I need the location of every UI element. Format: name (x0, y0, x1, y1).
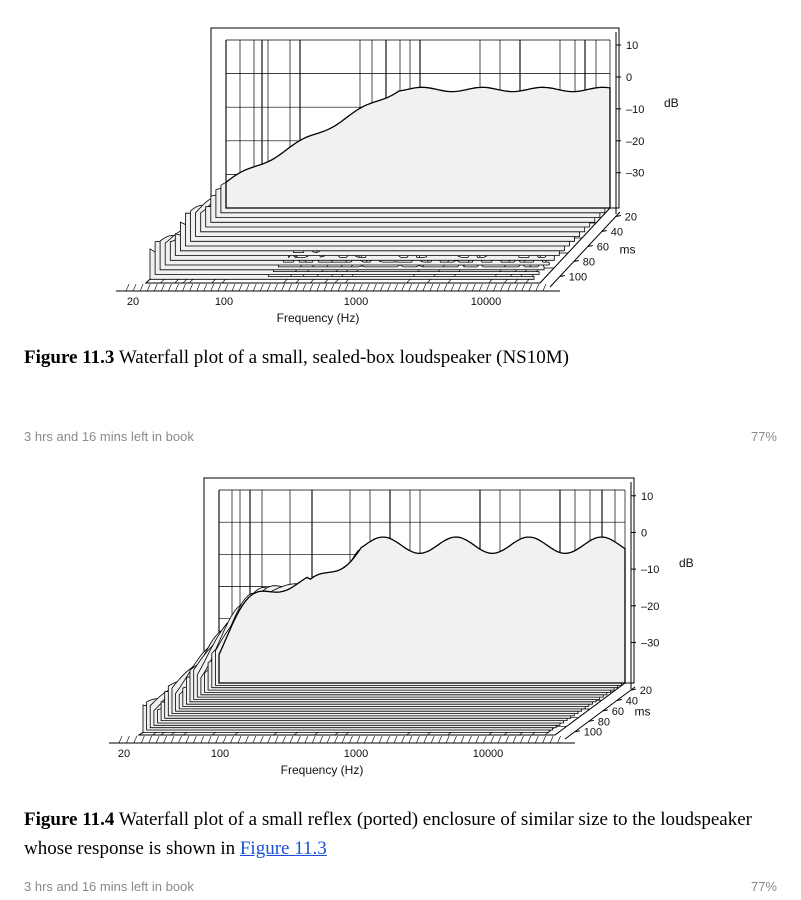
waterfall-slice (219, 537, 625, 683)
freq-minor-tick (305, 736, 308, 743)
freq-minor-tick (140, 284, 143, 291)
figure-11-3-link[interactable]: Figure 11.3 (239, 838, 327, 859)
db-tick-label: 0 (641, 527, 648, 540)
freq-minor-tick (133, 284, 136, 291)
waterfall-chart-11-4 (0, 468, 801, 793)
freq-minor-tick (342, 736, 345, 743)
ms-tick-label: 80 (582, 256, 596, 269)
freq-minor-tick (275, 736, 278, 743)
freq-minor-tick (372, 736, 375, 743)
caption-11-3 (24, 343, 779, 372)
freq-minor-tick (335, 736, 338, 743)
ms-tick-label: 80 (597, 716, 611, 729)
freq-minor-tick (558, 736, 561, 743)
freq-minor-tick (366, 284, 369, 291)
freq-minor-tick (387, 736, 390, 743)
ms-tick-label: 40 (610, 226, 624, 239)
freq-minor-tick (164, 736, 167, 743)
freq-minor-tick (380, 284, 383, 291)
freq-minor-tick (186, 736, 189, 743)
freq-minor-tick (458, 284, 461, 291)
freq-minor-tick (327, 736, 330, 743)
freq-minor-tick (239, 284, 242, 291)
freq-minor-tick (373, 284, 376, 291)
ms-tick-label: 60 (611, 705, 625, 718)
freq-minor-tick (352, 284, 355, 291)
percent-read: 77% (750, 879, 777, 894)
time-left-text: 3 hrs and 16 mins left in book (24, 429, 194, 444)
freq-minor-tick (260, 284, 263, 291)
caption-text: Waterfall plot of a small, sealed-box loudspeaker (NS10M) (114, 347, 569, 368)
caption-text: Waterfall plot of a small reflex (ported) enclosure of similar size to the loudspeaker whose response is shown in (24, 809, 752, 859)
freq-minor-tick (126, 284, 129, 291)
freq-minor-tick (513, 736, 516, 743)
waterfall-slice (226, 87, 610, 208)
freq-tick-label: 100 (210, 748, 230, 760)
freq-minor-tick (260, 736, 263, 743)
ms-tick-label: 20 (639, 685, 653, 698)
freq-axis-title: Frequency (Hz) (280, 763, 364, 777)
freq-minor-tick (423, 284, 426, 291)
freq-tick-label: 100 (214, 296, 234, 308)
figure-11-4 (0, 468, 801, 793)
db-tick-label: –20 (626, 135, 645, 148)
ms-tick-label: 100 (583, 726, 603, 739)
db-tick-label: 10 (626, 40, 639, 53)
freq-minor-tick (267, 284, 270, 291)
freq-minor-tick (349, 736, 352, 743)
freq-minor-tick (364, 736, 367, 743)
freq-minor-tick (289, 284, 292, 291)
freq-minor-tick (529, 284, 532, 291)
freq-minor-tick (317, 284, 320, 291)
freq-minor-tick (550, 736, 553, 743)
freq-minor-tick (283, 736, 286, 743)
freq-minor-tick (520, 736, 523, 743)
freq-minor-tick (479, 284, 482, 291)
freq-minor-tick (193, 736, 196, 743)
freq-axis-title: Frequency (Hz) (276, 311, 360, 325)
caption-label: Figure 11.3 (24, 347, 115, 368)
freq-minor-tick (409, 736, 412, 743)
freq-minor-tick (225, 284, 228, 291)
freq-minor-tick (501, 284, 504, 291)
freq-minor-tick (274, 284, 277, 291)
freq-minor-tick (506, 736, 509, 743)
db-tick-label: –30 (626, 167, 645, 180)
freq-minor-tick (218, 284, 221, 291)
freq-minor-tick (357, 736, 360, 743)
freq-tick-label: 10000 (472, 748, 504, 760)
caption-label: Figure 11.4 (24, 809, 115, 830)
freq-minor-tick (491, 736, 494, 743)
db-tick-label: –30 (641, 637, 660, 650)
freq-minor-tick (394, 736, 397, 743)
freq-minor-tick (197, 284, 200, 291)
freq-minor-tick (535, 736, 538, 743)
freq-minor-tick (175, 284, 178, 291)
ms-tick-label: 60 (596, 241, 610, 254)
freq-tick-label: 10000 (470, 296, 502, 308)
freq-minor-tick (416, 736, 419, 743)
freq-minor-tick (451, 284, 454, 291)
freq-minor-tick (437, 284, 440, 291)
freq-minor-tick (310, 284, 313, 291)
freq-minor-tick (246, 284, 249, 291)
freq-minor-tick (201, 736, 204, 743)
freq-minor-tick (141, 736, 144, 743)
db-unit-label: dB (679, 556, 694, 571)
freq-minor-tick (461, 736, 464, 743)
freq-minor-tick (444, 284, 447, 291)
freq-tick-label: 20 (117, 748, 131, 760)
freq-minor-tick (208, 736, 211, 743)
freq-minor-tick (126, 736, 129, 743)
ms-tick-label: 20 (624, 211, 638, 224)
freq-minor-tick (296, 284, 299, 291)
freq-minor-tick (387, 284, 390, 291)
freq-minor-tick (211, 284, 214, 291)
freq-minor-tick (303, 284, 306, 291)
freq-minor-tick (401, 736, 404, 743)
freq-minor-tick (231, 736, 234, 743)
freq-minor-tick (498, 736, 501, 743)
freq-minor-tick (297, 736, 300, 743)
freq-minor-tick (431, 736, 434, 743)
freq-minor-tick (253, 284, 256, 291)
freq-minor-tick (402, 284, 405, 291)
freq-minor-tick (465, 284, 468, 291)
freq-minor-tick (232, 284, 235, 291)
caption-11-4 (24, 805, 779, 863)
db-tick-label: –20 (641, 600, 660, 613)
db-unit-label: dB (664, 96, 679, 111)
freq-minor-tick (324, 284, 327, 291)
freq-minor-tick (290, 736, 293, 743)
freq-minor-tick (178, 736, 181, 743)
freq-minor-tick (528, 736, 531, 743)
freq-minor-tick (245, 736, 248, 743)
freq-minor-tick (409, 284, 412, 291)
freq-minor-tick (253, 736, 256, 743)
percent-read: 77% (750, 429, 777, 444)
freq-minor-tick (238, 736, 241, 743)
freq-minor-tick (424, 736, 427, 743)
freq-minor-tick (183, 284, 186, 291)
freq-minor-tick (331, 284, 334, 291)
figure-11-3 (0, 0, 801, 335)
freq-minor-tick (168, 284, 171, 291)
freq-minor-tick (312, 736, 315, 743)
freq-minor-tick (134, 736, 137, 743)
freq-minor-tick (281, 284, 284, 291)
freq-minor-tick (486, 284, 489, 291)
freq-minor-tick (216, 736, 219, 743)
freq-minor-tick (204, 284, 207, 291)
ms-tick-label: 40 (625, 695, 639, 708)
waterfall-chart-11-3 (0, 0, 801, 335)
freq-tick-label: 20 (126, 296, 140, 308)
db-tick-label: 10 (641, 490, 654, 503)
freq-minor-tick (395, 284, 398, 291)
freq-minor-tick (416, 284, 419, 291)
freq-minor-tick (359, 284, 362, 291)
freq-minor-tick (454, 736, 457, 743)
freq-minor-tick (515, 284, 518, 291)
freq-minor-tick (223, 736, 226, 743)
freq-minor-tick (161, 284, 164, 291)
ms-unit-label: ms (634, 704, 651, 719)
reading-progress-bottom (24, 879, 777, 894)
freq-minor-tick (338, 284, 341, 291)
freq-minor-tick (472, 284, 475, 291)
freq-minor-tick (439, 736, 442, 743)
freq-minor-tick (154, 284, 157, 291)
freq-minor-tick (156, 736, 159, 743)
freq-minor-tick (508, 284, 511, 291)
freq-minor-tick (119, 736, 122, 743)
freq-minor-tick (268, 736, 271, 743)
freq-minor-tick (522, 284, 525, 291)
freq-minor-tick (171, 736, 174, 743)
freq-minor-tick (493, 284, 496, 291)
freq-minor-tick (483, 736, 486, 743)
freq-minor-tick (468, 736, 471, 743)
freq-minor-tick (320, 736, 323, 743)
freq-minor-tick (379, 736, 382, 743)
freq-minor-tick (190, 284, 193, 291)
freq-minor-tick (345, 284, 348, 291)
freq-minor-tick (543, 736, 546, 743)
freq-tick-label: 1000 (343, 296, 369, 308)
freq-minor-tick (476, 736, 479, 743)
freq-minor-tick (430, 284, 433, 291)
freq-tick-label: 1000 (343, 748, 369, 760)
freq-minor-tick (446, 736, 449, 743)
reading-progress-top (24, 429, 777, 444)
db-tick-label: 0 (626, 71, 633, 84)
freq-minor-tick (147, 284, 150, 291)
db-tick-label: –10 (626, 103, 645, 116)
time-left-text: 3 hrs and 16 mins left in book (24, 879, 194, 894)
freq-minor-tick (149, 736, 152, 743)
freq-minor-tick (543, 284, 546, 291)
db-tick-label: –10 (641, 564, 660, 577)
ms-unit-label: ms (619, 242, 636, 257)
ms-tick-label: 100 (568, 271, 588, 284)
freq-minor-tick (536, 284, 539, 291)
